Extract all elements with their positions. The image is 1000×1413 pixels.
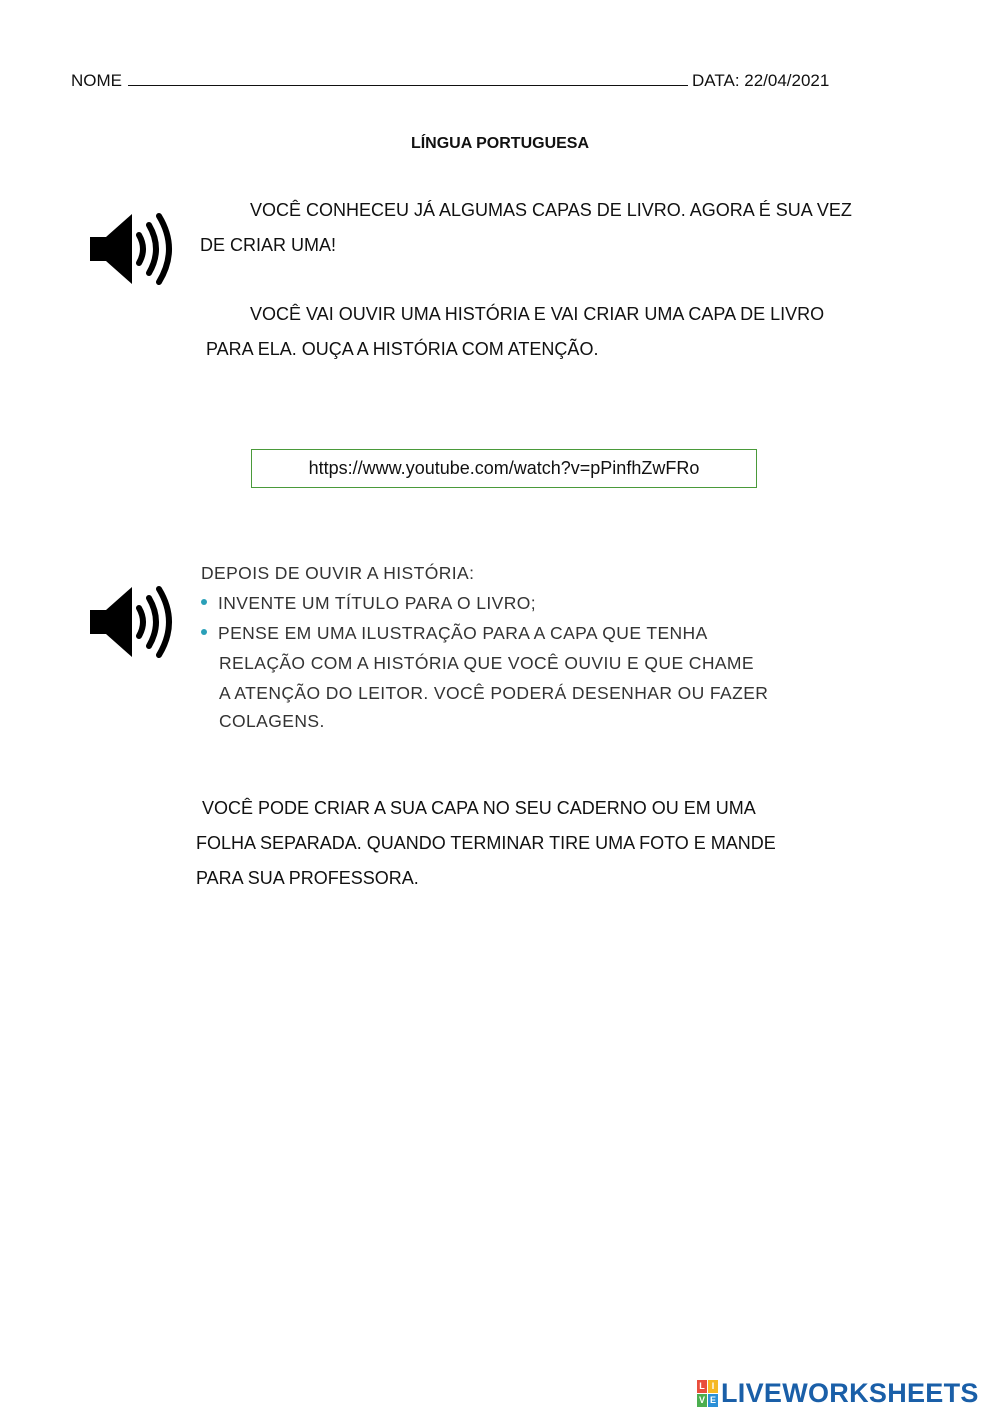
instructions-block — [201, 558, 768, 734]
intro-paragraph-2 — [200, 297, 824, 367]
date-label: DATA: 22/04/2021 — [692, 71, 830, 90]
intro-line-2: DE CRIAR UMA! — [200, 235, 337, 255]
intro-line-1: VOCÊ CONHECEU JÁ ALGUMAS CAPAS DE LIVRO. AGORA É SUA VEZ — [250, 200, 852, 220]
speaker-volume-icon[interactable] — [89, 585, 181, 659]
name-date-line — [71, 71, 829, 91]
bullet-2-line-2: RELAÇÃO COM A HISTÓRIA QUE VOCÊ OUVIU E QUE CHAME — [219, 653, 754, 673]
bullet-dot-icon — [201, 599, 207, 605]
speaker-volume-icon[interactable] — [89, 212, 181, 286]
logo-mark-letter: E — [709, 1394, 716, 1405]
speaker-icon-wrapper-1[interactable] — [89, 212, 181, 291]
logo-mark-letter: I — [708, 1380, 718, 1393]
closing-line-3: PARA SUA PROFESSORA. — [196, 868, 419, 888]
bullet-dot-icon — [201, 629, 207, 635]
subject-title: LÍNGUA PORTUGUESA — [410, 135, 590, 152]
instructions-bullet-1 — [201, 588, 768, 618]
logo-mark-letter: V — [698, 1394, 705, 1405]
bullet-1-text: INVENTE UM TÍTULO PARA O LIVRO; — [218, 593, 537, 613]
instructions-bullet-2 — [201, 618, 768, 648]
instructions-heading: DEPOIS DE OUVIR A HISTÓRIA: — [201, 563, 475, 583]
liveworksheets-logo[interactable] — [697, 1378, 979, 1408]
logo-mark-letter: L — [697, 1380, 707, 1393]
closing-line-2: FOLHA SEPARADA. QUANDO TERMINAR TIRE UMA FOTO E MANDE — [196, 833, 776, 853]
liveworksheets-logo-text: LIVEWORKSHEETS — [721, 1377, 979, 1408]
video-link[interactable]: https://www.youtube.com/watch?v=pPinfhZwFRo — [251, 449, 757, 488]
intro-line-3: VOCÊ VAI OUVIR UMA HISTÓRIA E VAI CRIAR UMA CAPA DE LIVRO — [250, 304, 825, 324]
intro-line-4: PARA ELA. OUÇA A HISTÓRIA COM ATENÇÃO. — [206, 339, 599, 359]
name-blank-field[interactable] — [128, 71, 688, 86]
bullet-2-line-4: COLAGENS. — [219, 711, 325, 731]
name-label: NOME — [71, 71, 122, 90]
speaker-icon-wrapper-2[interactable] — [89, 585, 181, 664]
bullet-2-line-3: A ATENÇÃO DO LEITOR. VOCÊ PODERÁ DESENHAR OU FAZER — [219, 683, 769, 703]
closing-paragraph — [196, 791, 776, 896]
intro-paragraph-1 — [200, 193, 852, 263]
bullet-2-line-1: PENSE EM UMA ILUSTRAÇÃO PARA A CAPA QUE TENHA — [218, 623, 708, 643]
liveworksheets-logo-mark-icon — [697, 1380, 718, 1407]
closing-line-1: VOCÊ PODE CRIAR A SUA CAPA NO SEU CADERNO OU EM UMA — [202, 798, 756, 818]
